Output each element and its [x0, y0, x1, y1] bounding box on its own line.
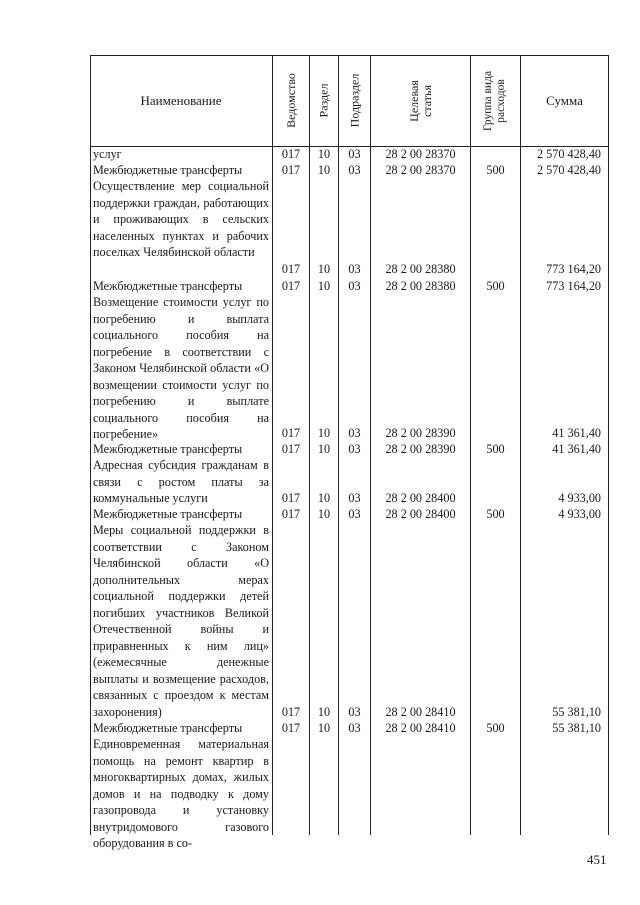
row-raz: 10 — [317, 705, 331, 719]
row-ved: 017 — [281, 147, 301, 161]
row-sum: 41 361,40 — [552, 442, 601, 456]
budget-table — [90, 55, 609, 850]
row-sum: 2 570 428,40 — [537, 147, 601, 161]
row-ved: 017 — [281, 705, 301, 719]
row-grp: 500 — [486, 279, 505, 293]
row-pod: 03 — [348, 491, 361, 505]
header-sum: Сумма — [546, 92, 583, 108]
row-pod: 03 — [348, 147, 361, 161]
row-name: Межбюджетные трансферты — [93, 279, 243, 293]
row-target: 28 2 00 28370 — [385, 163, 456, 177]
row-sum: 773 164,20 — [546, 262, 601, 276]
row-ved: 017 — [281, 279, 301, 293]
row-target: 28 2 00 28390 — [385, 442, 456, 456]
row-raz: 10 — [317, 262, 331, 276]
row-pod: 03 — [348, 163, 361, 177]
row-target: 28 2 00 28370 — [385, 147, 456, 161]
row-ved: 017 — [281, 442, 301, 456]
row-raz: 10 — [317, 491, 331, 505]
row-sum: 55 381,10 — [552, 705, 601, 719]
row-name: Межбюджетные трансферты — [93, 442, 243, 456]
row-pod: 03 — [348, 426, 361, 440]
row-sum: 41 361,40 — [552, 426, 601, 440]
row-target: 28 2 00 28400 — [385, 507, 456, 521]
row-raz: 10 — [317, 163, 331, 177]
row-grp: 500 — [486, 442, 505, 456]
page-number: 451 — [587, 852, 607, 867]
row-sum: 4 933,00 — [558, 491, 601, 505]
row-raz: 10 — [317, 147, 331, 161]
row-grp: 500 — [486, 507, 505, 521]
header-group-line2: расходов — [495, 78, 508, 123]
row-sum: 773 164,20 — [546, 279, 601, 293]
row-ved: 017 — [281, 721, 301, 735]
row-grp: 500 — [486, 721, 505, 735]
header-target-line2: статья — [419, 84, 434, 117]
header-target — [407, 80, 433, 122]
row-pod: 03 — [348, 705, 361, 719]
row-raz: 10 — [317, 279, 331, 293]
row-grp: 500 — [486, 163, 505, 177]
row-ved: 017 — [281, 426, 301, 440]
row-ved: 017 — [281, 491, 301, 505]
row-ved: 017 — [281, 507, 301, 521]
row-name: Адресная субсидия гражданам в связи с ростом платы за коммунальные услуги — [93, 458, 269, 505]
row-raz: 10 — [317, 426, 331, 440]
row-ved: 017 — [281, 163, 301, 177]
row-pod: 03 — [348, 442, 361, 456]
row-target: 28 2 00 28380 — [385, 279, 456, 293]
row-pod: 03 — [348, 507, 361, 521]
row-sum: 2 570 428,40 — [537, 163, 601, 177]
table-border-left — [90, 55, 91, 835]
row-raz: 10 — [317, 442, 331, 456]
header-podrazdel-cell — [339, 55, 370, 146]
row-pod: 03 — [348, 721, 361, 735]
row-name: Межбюджетные трансферты — [93, 507, 243, 521]
header-group-line1: Группа вида — [482, 70, 495, 131]
row-pod: 03 — [348, 279, 361, 293]
row-sum: 55 381,10 — [552, 721, 601, 735]
row-pod: 03 — [348, 262, 361, 276]
row-name: Межбюджетные трансферты — [93, 721, 243, 735]
row-target: 28 2 00 28410 — [385, 721, 456, 735]
row-target: 28 2 00 28380 — [385, 262, 456, 276]
header-vedomstvo-cell — [273, 55, 309, 146]
header-group — [483, 70, 509, 130]
row-name: Меры социальной поддержки в соответствии с Законом Челябинской области «О дополнительных мерах социальной поддержки детей погибших участников Великой Отечественной войны и приравненных к ним лиц» (ежемесячные денежные выплаты и возмещение расходов, связанных с проездом к местам захоронения) — [93, 523, 269, 719]
row-target: 28 2 00 28410 — [385, 705, 456, 719]
row-target: 28 2 00 28400 — [385, 491, 456, 505]
row-ved: 017 — [281, 262, 301, 276]
header-podrazdel: Подраздел — [347, 73, 362, 128]
row-raz: 10 — [317, 721, 331, 735]
header-name: Наименование — [140, 92, 222, 108]
header-target-cell — [371, 55, 470, 146]
row-name: услуг — [93, 147, 122, 161]
column-divider — [520, 55, 521, 835]
row-name: Межбюджетные трансферты — [93, 163, 243, 177]
table-border-right — [608, 55, 609, 835]
row-name: Единовременная материальная помощь на ремонт квартир в многоквартирных домах, жилых домов и на подводку к дому газопровода и установку внутридомового газового оборудования в со- — [93, 737, 269, 850]
header-target-line1: Целевая — [406, 79, 421, 122]
header-razdel-cell — [310, 55, 338, 146]
row-target: 28 2 00 28390 — [385, 426, 456, 440]
header-vedomstvo: Ведомство — [283, 73, 298, 128]
row-name: Возмещение стоимости услуг по погребению и выплата социального пособия на погребение в соответствии с Законом Челябинской области «О возмещении стоимости услуг по погребению и выплате социального пособия на погребение» — [93, 295, 269, 441]
row-sum: 4 933,00 — [558, 507, 601, 521]
header-group-cell — [471, 55, 520, 146]
row-name: Осуществление мер социальной поддержки граждан, работающих и проживающих в сельских населенных пунктах и рабочих поселках Челябинской области — [93, 179, 269, 259]
row-raz: 10 — [317, 507, 331, 521]
header-razdel: Раздел — [316, 83, 331, 118]
